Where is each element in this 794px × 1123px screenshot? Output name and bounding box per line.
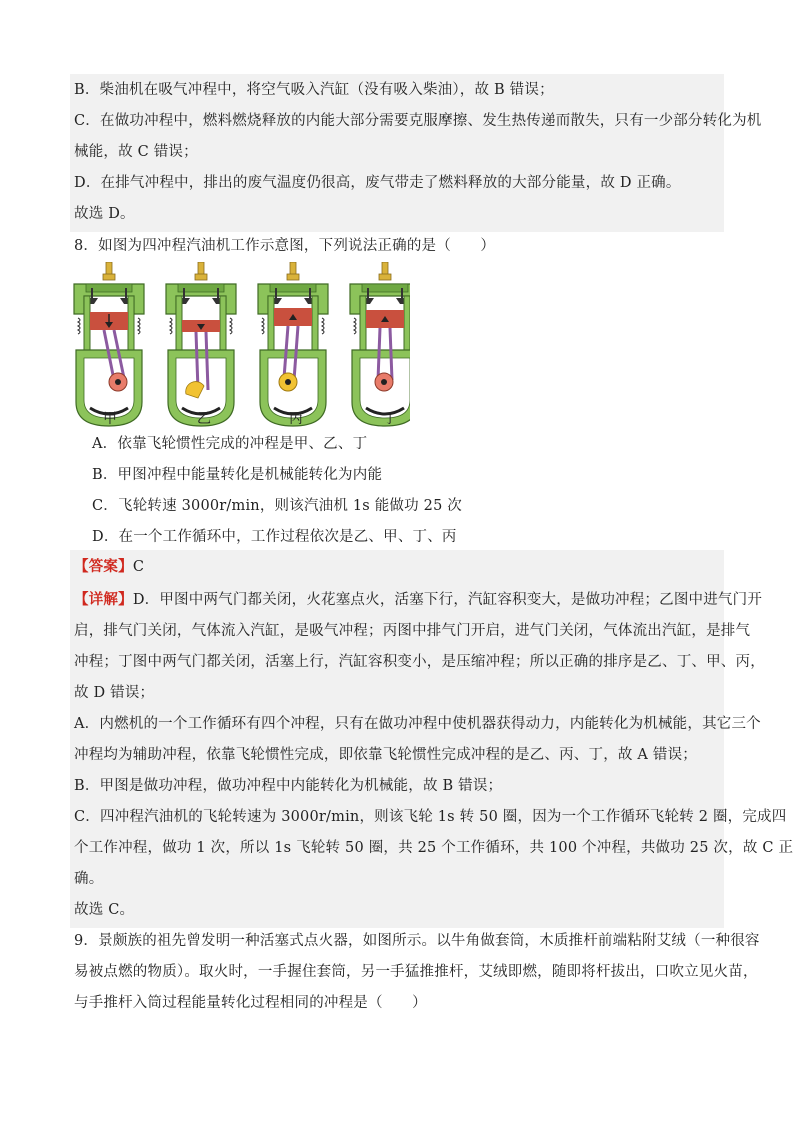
figure-label-ding: 丁: [383, 411, 397, 427]
q9-line-2: 易被点燃的物质）。取火时，一手握住套筒，另一手猛推推杆，艾绒即燃，随即将杆拔出，口吹立见火苗，: [74, 964, 758, 980]
engine-yi: [166, 262, 236, 426]
q9-line-1: 9．景颇族的祖先曾发明一种活塞式点火器，如图所示。以牛角做套筒，木质推杆前端粘附艾绒（一种很容: [74, 933, 760, 949]
answer-value: C: [132, 559, 145, 575]
engine-jia: [74, 262, 144, 426]
q8-answer: [74, 557, 144, 577]
q8-option-d: D．在一个工作循环中，工作过程依次是乙、甲、丁、丙: [92, 529, 457, 545]
q8-detail-line-1: [74, 590, 762, 610]
engine-bing: [258, 262, 328, 426]
detail-text: D．甲图中两气门都关闭，火花塞点火，活塞下行，汽缸容积变大，是做功冲程；乙图中进气门开: [132, 592, 763, 608]
q8-option-b: B．甲图冲程中能量转化是机械能转化为内能: [92, 467, 383, 483]
q8-detail-line-8: C．四冲程汽油机的飞轮转速为 3000r/min，则该飞轮 1s 转 50 圈，因为一个工作循环飞轮转 2 圈，完成四: [74, 809, 787, 825]
prev-explanation-d: D．在排气冲程中，排出的废气温度仍很高，废气带走了燃料释放的大部分能量，故 D 正确。: [74, 175, 681, 191]
q8-detail-line-5: A．内燃机的一个工作循环有四个冲程，只有在做功冲程中使机器获得动力，内能转化为机械能，其它三个: [74, 716, 761, 732]
q8-detail-line-7: B．甲图是做功冲程，做功冲程中内能转化为机械能，故 B 错误；: [74, 778, 503, 794]
q8-detail-line-9: 个工作冲程，做功 1 次，所以 1s 飞轮转 50 圈，共 25 个工作循环，共 100 个冲程，共做功 25 次，故 C 正: [74, 840, 794, 856]
q8-detail-line-6: 冲程均为辅助冲程，依靠飞轮惯性完成，即依靠飞轮惯性完成冲程的是乙、丙、丁，故 A 错误；: [74, 747, 697, 763]
q8-detail-conclusion: 故选 C。: [74, 902, 135, 918]
q8-option-c: C．飞轮转速 3000r/min，则该汽油机 1s 能做功 25 次: [92, 498, 462, 514]
prev-explanation-conclusion: 故选 D。: [74, 206, 135, 222]
engine-strokes-figure: [70, 262, 410, 430]
q8-detail-line-10: 确。: [74, 871, 104, 887]
q8-detail-line-3: 冲程；丁图中两气门都关闭，活塞上行，汽缸容积变小，是压缩冲程；所以正确的排序是乙、丁、甲、丙，: [74, 654, 765, 670]
detail-tag: 【详解】: [74, 591, 133, 608]
figure-label-bing: 丙: [289, 411, 303, 427]
q8-detail-line-2: 启，排气门关闭，气体流入汽缸，是吸气冲程；丙图中排气门开启，进气门关闭，气体流出汽缸，是排气: [74, 623, 751, 639]
prev-explanation-c1: C．在做功冲程中，燃料燃烧释放的内能大部分需要克服摩擦、发生热传递而散失，只有一少部分转化为机: [74, 113, 762, 129]
figure-label-jia: 甲: [103, 411, 117, 427]
q8-detail-line-4: 故 D 错误；: [74, 685, 155, 701]
engine-ding: [350, 262, 410, 426]
answer-tag: 【答案】: [74, 558, 133, 575]
q8-stem: 8．如图为四冲程汽油机工作示意图，下列说法正确的是（ ）: [74, 238, 496, 254]
q9-line-3: 与手推杆入筒过程能量转化过程相同的冲程是（ ）: [74, 995, 427, 1011]
figure-label-yi: 乙: [197, 411, 211, 427]
prev-explanation-b: B．柴油机在吸气冲程中，将空气吸入汽缸（没有吸入柴油），故 B 错误；: [74, 82, 554, 98]
prev-explanation-c2: 械能，故 C 错误；: [74, 144, 198, 160]
q8-option-a: A．依靠飞轮惯性完成的冲程是甲、乙、丁: [92, 436, 368, 452]
